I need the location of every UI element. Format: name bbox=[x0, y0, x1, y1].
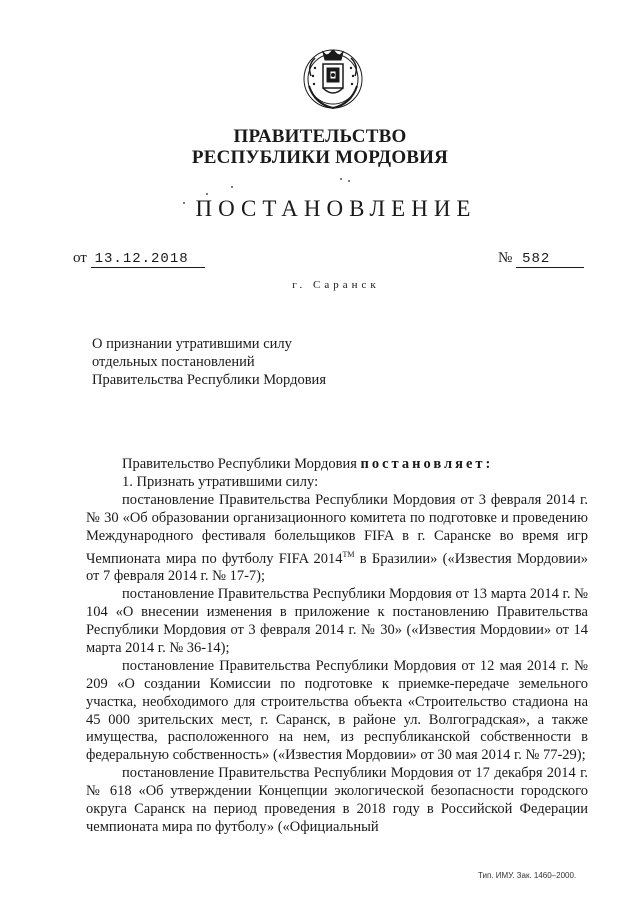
body-paragraph-4: постановление Правительства Республики Мордовия от 17 декабря 2014 г. № 618 «Об утверждении Концепции экологической безопасности городского округа Саранск на период проведения в 2018 году в Российской Федерации чемпионата мира по футболу» («Официальный bbox=[86, 765, 588, 835]
document-type-title: ПОСТАНОВЛЕНИЕ bbox=[195, 196, 477, 221]
scan-speck bbox=[231, 186, 233, 188]
body-paragraph-3: постановление Правительства Республики Мордовия от 12 мая 2014 г. № 209 «О создании Комиссии по подготовке к приемке-передаче земельного участка, необходимого для строительства объекта «Строительство стадиона на 45 000 зрительских мест, г. Саранск, в районе ул. Волгоградская», а также имущества, расположенного на нем, из республиканской собственности в федеральную собственность» («Известия Мордовии» от 30 мая 2014 г. № 77-29); bbox=[86, 657, 588, 764]
document-number bbox=[498, 250, 584, 267]
scan-speck bbox=[348, 180, 350, 182]
number-value: 582 bbox=[516, 251, 584, 268]
subject-line: отдельных постановлений bbox=[92, 354, 255, 370]
document-body bbox=[86, 456, 588, 837]
body-paragraph-2: постановление Правительства Республики Мордовия от 13 марта 2014 г. № 104 «О внесении изменения в приложение к постановлению Правительства Республики Мордовия от 3 февраля 2014 г. № 30» («Известия Мордовии» от 14 марта 2014 г. № 36-14); bbox=[86, 586, 588, 656]
item-1-heading: 1. Признать утратившими силу: bbox=[122, 473, 319, 490]
document-date bbox=[73, 250, 205, 267]
number-prefix: № bbox=[498, 250, 513, 266]
date-prefix: от bbox=[73, 250, 87, 266]
intro-text: Правительство Республики Мордовия bbox=[122, 456, 357, 472]
subject-line: О признании утратившими силу bbox=[92, 336, 292, 352]
subject-line: Правительства Республики Мордовия bbox=[92, 372, 326, 388]
body-intro bbox=[86, 456, 588, 474]
organization-name-line2: РЕСПУБЛИКИ МОРДОВИЯ bbox=[191, 147, 449, 168]
paragraph-text-tail: в Бразилии» («Известия Мордовии» от 7 февраля 2014 г. № 17-7); bbox=[86, 550, 588, 585]
coat-of-arms-icon bbox=[301, 46, 365, 112]
print-info-footer: Тип. ИМУ. Зак. 1460–2000. bbox=[478, 871, 577, 880]
city: г. Саранск bbox=[292, 279, 380, 291]
scan-speck bbox=[340, 178, 342, 180]
paragraph-text: постановление Правительства Республики Мордовия от 3 февраля 2014 г. № 30 «Об образовании организационного комитета по подготовке и проведению Международного фестиваля болельщиков FIFA в г. Саранске во время игр Чемпионата мира по футболу FIFA 2014 bbox=[86, 491, 588, 567]
document-subject bbox=[92, 335, 326, 389]
body-paragraph-1 bbox=[86, 492, 588, 586]
date-value: 13.12.2018 bbox=[91, 251, 205, 268]
scan-speck bbox=[206, 193, 208, 195]
organization-name-line1: ПРАВИТЕЛЬСТВО bbox=[233, 126, 407, 147]
resolves-word: постановляет: bbox=[360, 456, 494, 472]
trademark-sup: TM bbox=[342, 549, 355, 559]
